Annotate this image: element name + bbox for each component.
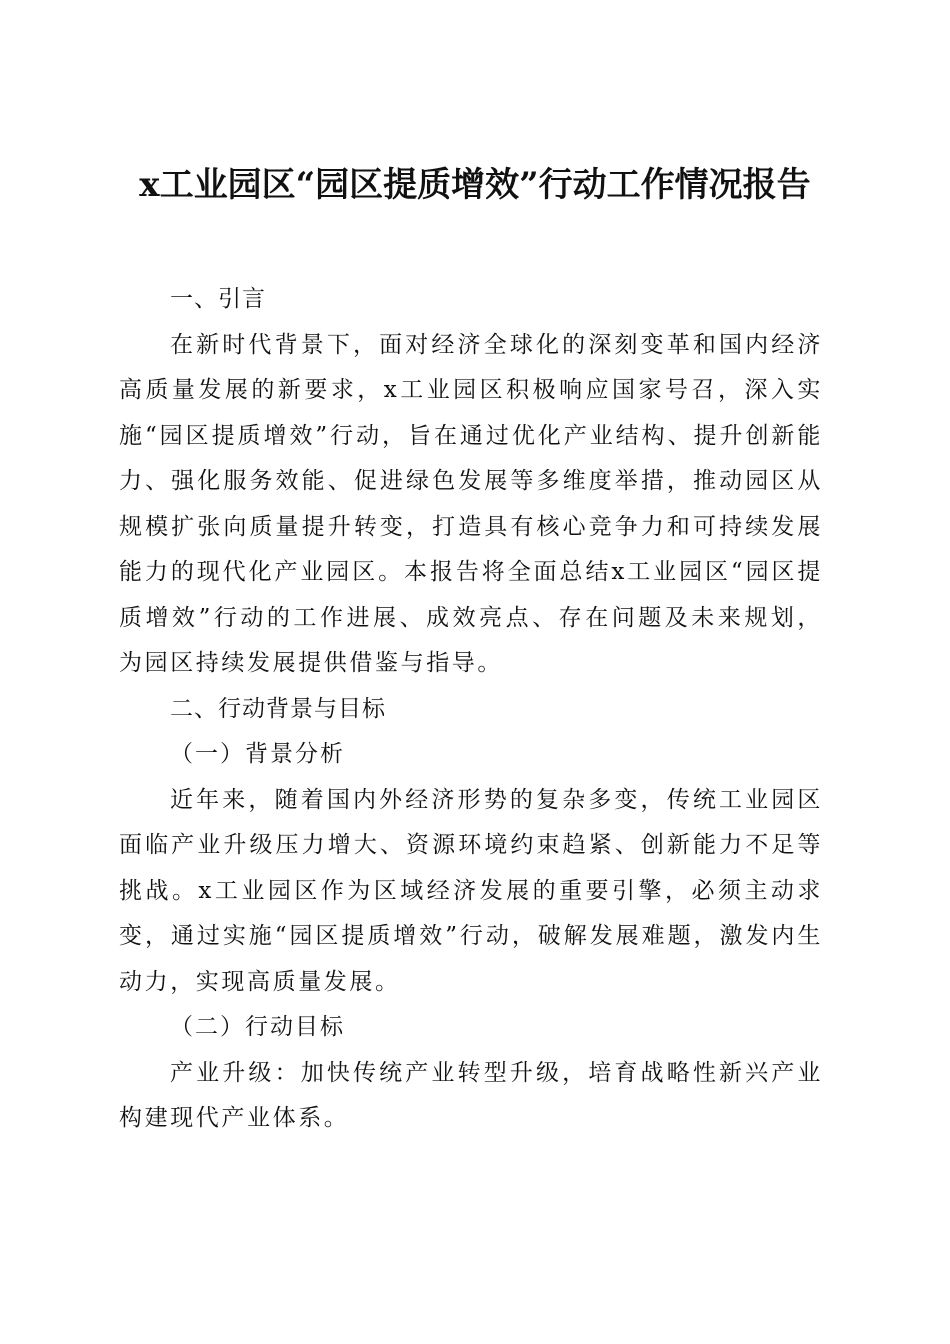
section-heading-background: 二、行动背景与目标 — [170, 695, 386, 722]
section-heading-intro: 一、引言 — [170, 286, 266, 312]
subsection-heading-analysis: （一）背景分析 — [170, 741, 345, 767]
background-paragraph: 近年来，随着国内外经济形势的复杂多变，传统工业园区面临产业升级压力增大、资源环境约束趋紧、创新能力不足等挑战。x工业园区作为区域经济发展的重要引擎，必须主动求变，通过实施“园区提质增效”行动，破解发展难题，激发内生动力，实现高质量发展。 — [119, 786, 823, 995]
goals-paragraph: 产业升级：加快传统产业转型升级，培育战略性新兴产业构建现代产业体系。 — [119, 1059, 823, 1131]
subsection-heading-goals: （二）行动目标 — [170, 1014, 345, 1040]
intro-paragraph: 在新时代背景下，面对经济全球化的深刻变革和国内经济高质量发展的新要求，x工业园区积极响应国家号召，深入实施“园区提质增效”行动，旨在通过优化产业结构、提升创新能力、强化服务效能、促进绿色发展等多维度举措，推动园区从规模扩张向质量提升转变，打造具有核心竞争力和可持续发展能力的现代化产业园区。本报告将全面总结x工业园区“园区提质增效”行动的工作进展、成效亮点、存在问题及未来规划，为园区持续发展提供借鉴与指导。 — [119, 331, 823, 676]
document-body — [119, 277, 823, 1142]
document-title: x工业园区“园区提质增效”行动工作情况报告 — [139, 164, 811, 205]
